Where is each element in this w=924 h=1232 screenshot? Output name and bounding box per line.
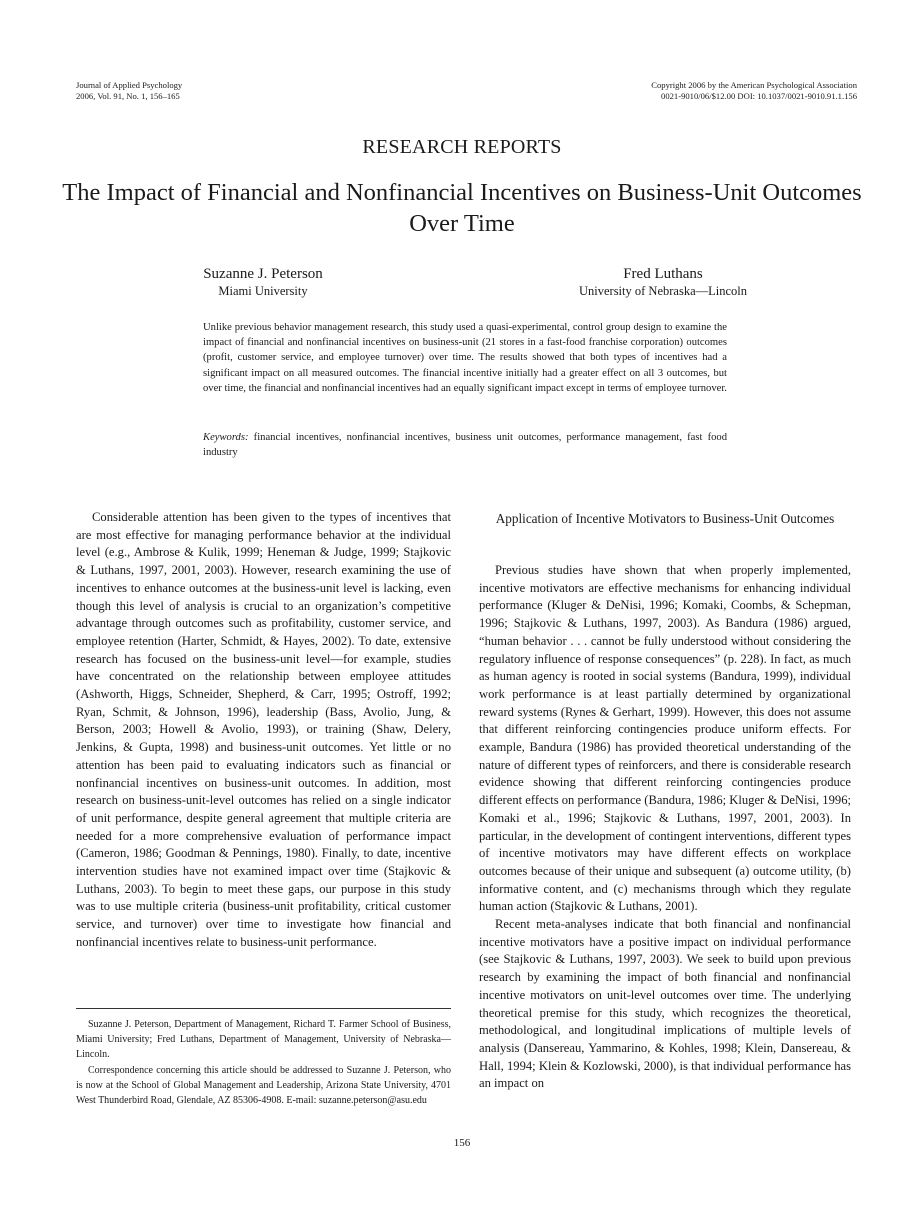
author-affiliation: Miami University (218, 284, 308, 298)
doi-line: 0021-9010/06/$12.00 DOI: 10.1037/0021-9010.91.1.156 (661, 91, 857, 101)
body-right-column (479, 562, 851, 1093)
section-title: RESEARCH REPORTS (362, 136, 562, 158)
keywords-label: Keywords: (203, 432, 249, 443)
author-block-1 (150, 265, 376, 299)
copyright-line: Copyright 2006 by the American Psychological Association (651, 80, 857, 90)
author-block-2 (550, 265, 776, 299)
author-note: Suzanne J. Peterson, Department of Management, Richard T. Farmer School of Business, Miami University; Fred Luthans, Department of Management, University of Nebraska—Lincoln. (76, 1019, 451, 1061)
running-header-right (651, 80, 857, 102)
keywords-text: financial incentives, nonfinancial incentives, business unit outcomes, performance management, fast food industry (203, 432, 727, 459)
author-name: Suzanne J. Peterson (203, 266, 323, 282)
section-heading: Application of Incentive Motivators to Business-Unit Outcomes (495, 511, 835, 526)
running-header-left (76, 80, 182, 102)
journal-volume: 2006, Vol. 91, No. 1, 156–165 (76, 91, 180, 101)
keywords (203, 430, 727, 460)
body-paragraph: Considerable attention has been given to the types of incentives that are most effective for managing performance behavior at the individual level (e.g., Ambrose & Kulik, 1999; Heneman & Judge, 1999; Stajkovic & Luthans, 1997, 2001, 2003). However, research examining the use of incentives to enhance outcomes at the business-unit level is lacking, even though this level of analysis is crucial to an organization’s competitive advantage through outcomes such as profitability, customer service, and employee retention (Harter, Schmidt, & Hayes, 2002). To date, extensive research has focused on the business-unit level—for example, studies have concentrated on the relationship between employee attitudes (Ashworth, Higgs, Schneider, Shepherd, & Carr, 1995; Ostroff, 1992; Ryan, Schmit, & Johnson, 1996), leadership (Bass, Avolio, Jung, & Berson, 2003; Howell & Avolio, 1993), or training (Shaw, Delery, Jenkins, & Gupta, 1998) and business-unit outcomes. Yet little or no attention has been paid to evaluating indicators such as financial or nonfinancial incentives on business-unit outcomes. In addition, most research on business-unit-level outcomes has relied on a single indicator of unit performance, despite general agreement that multiple criteria are needed for a more comprehensive evaluation of performance impact (Cameron, 1986; Goodman & Pennings, 1980). Finally, to date, incentive intervention studies have not examined impact over time (Stajkovic & Luthans, 2003). To begin to meet these gaps, our purpose in this study was to use multiple criteria (business-unit profitability, critical customer service, and turnover) over time to investigate how financial and nonfinancial incentives relate to business-unit performance. (76, 510, 451, 949)
abstract: Unlike previous behavior management research, this study used a quasi-experimental, control group design to examine the impact of financial and nonfinancial incentives on business-unit (21 stores in a fast-food franchise corporation) outcomes (profit, customer service, and employee turnover) over time. The results showed that both types of incentives had a significant impact on all measured outcomes. The financial incentive initially had a greater effect on all 3 outcomes, but over time, the financial and nonfinancial incentives had an equally significant impact except in terms of employee turnover. (203, 322, 727, 394)
body-paragraph: Recent meta-analyses indicate that both financial and nonfinancial incentive motivators have a positive impact on individual performance (see Stajkovic & Luthans, 1997, 2003). We seek to build upon previous research by examining the impact of both financial and nonfinancial incentive motivators on unit-level outcomes over time. The underlying theoretical premise for this study, which recognizes the theoretical, methodological, and longitudinal implications of multiple levels of analysis (Dansereau, Yammarino, & Kohles, 1998; Klein, Dansereau, & Hall, 1994; Klein & Kozlowski, 2000), is that individual performance has an impact on (479, 917, 851, 1091)
article-title: The Impact of Financial and Nonfinancial Incentives on Business-Unit Outcomes Over Time (62, 179, 862, 237)
body-left-column (76, 509, 451, 952)
body-paragraph: Previous studies have shown that when properly implemented, incentive motivators are effective mechanisms for enhancing individual performance (Kluger & DeNisi, 1996; Komaki, Coombs, & Schepman, 1996; Stajkovic & Luthans, 1997, 2003). As Bandura (1986) argued, “human behavior . . . cannot be fully understood without considering the regulatory influence of response consequences” (p. 228). In fact, as much as human agency is rooted in social systems (Bandura, 1999), individual work performance is at least partially determined by organizational reward systems (Rynes & Gerhart, 1999). However, this does not assume that different reinforcing contingencies produce uniform effects. For example, Bandura (1986) has provided theoretical understanding of the nature of different types of reinforcers, and there is considerable research evidence showing that different reinforcing contingencies produce different effects on performance (Bandura, 1986; Kluger & DeNisi, 1996; Komaki et al., 1996; Stajkovic & Luthans, 1997, 2001, 2003). In particular, in the development of contingent interventions, different types of incentive motivators may have different effects on workplace outcomes because of their unique and subsequent (a) outcome utility, (b) informative content, and (c) mechanisms through which they regulate human action (Stajkovic & Luthans, 2001). (479, 563, 851, 914)
page-number: 156 (453, 1137, 471, 1149)
author-notes (76, 1017, 451, 1108)
author-affiliation: University of Nebraska—Lincoln (578, 284, 747, 298)
journal-name: Journal of Applied Psychology (76, 80, 183, 90)
author-name: Fred Luthans (623, 266, 703, 282)
author-note: Correspondence concerning this article should be addressed to Suzanne J. Peterson, who is now at the School of Global Management and Leadership, Arizona State University, 4701 West Thunderbird Road, Glendale, AZ 85306-4908. E-mail: suzanne.peterson@asu.edu (76, 1064, 451, 1107)
footnote-divider (76, 1008, 451, 1009)
